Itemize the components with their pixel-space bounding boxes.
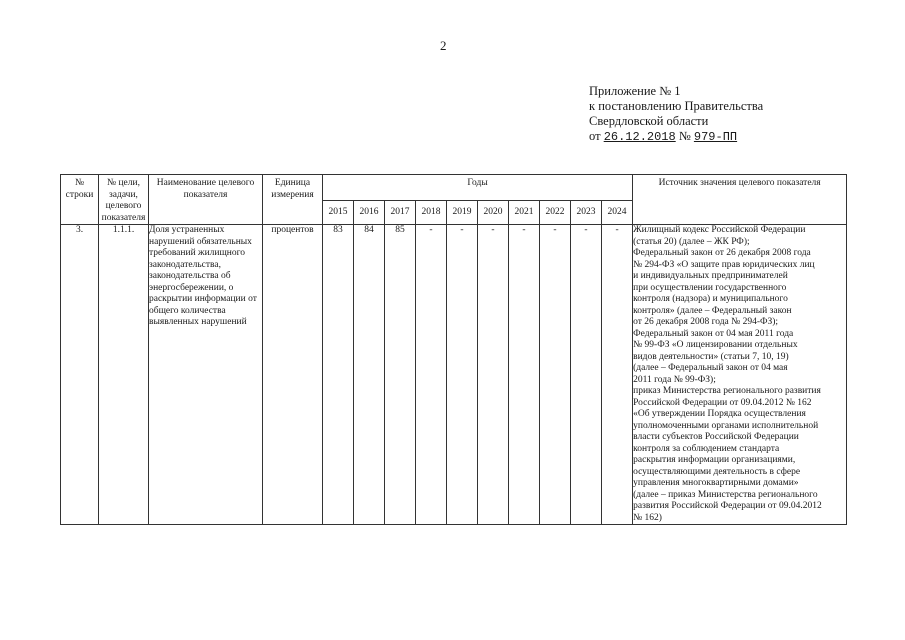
- header-source: Источник значения целевого показателя: [633, 175, 847, 225]
- year-header: 2017: [385, 200, 416, 224]
- source-line: «Об утверждении Порядка осуществления: [633, 409, 806, 419]
- year-value-cell: -: [478, 225, 509, 525]
- source-line: от 26 декабря 2008 года № 294-ФЗ);: [633, 317, 779, 327]
- source-line: осуществляющими деятельность в сфере: [633, 466, 801, 477]
- appendix-region: Свердловской области: [589, 114, 709, 128]
- page-number: 2: [440, 38, 447, 53]
- year-header: 2016: [354, 200, 385, 224]
- appendix-header: [589, 84, 763, 145]
- year-header: 2023: [571, 200, 602, 224]
- source-cell: [633, 225, 847, 525]
- resolution-date: 26.12.2018: [603, 130, 676, 144]
- source-line: № 294-ФЗ «О защите прав юридических лиц: [633, 259, 815, 270]
- source-line: при осуществлении государственного: [633, 282, 787, 293]
- row-number-cell: 3.: [61, 225, 99, 525]
- number-sign: №: [678, 129, 691, 143]
- header-goal-number: № цели, задачи, целевого показателя: [99, 175, 149, 225]
- table-row: [61, 225, 847, 525]
- source-line: Федеральный закон от 26 декабря 2008 года: [633, 248, 811, 258]
- source-line: уполномоченными органами исполнительной: [633, 420, 819, 431]
- source-line: Жилищный кодекс Российской Федерации: [633, 225, 806, 235]
- year-header: 2021: [509, 200, 540, 224]
- resolution-number: 979-ПП: [693, 130, 738, 144]
- source-line: управления многоквартирными домами»: [633, 478, 799, 488]
- year-value-cell: -: [416, 225, 447, 525]
- appendix-resolution: к постановлению Правительства: [589, 99, 764, 113]
- year-value-cell: -: [447, 225, 478, 525]
- source-line: приказ Министерства регионального развития: [633, 386, 821, 396]
- source-line: и индивидуальных предпринимателей: [633, 271, 788, 281]
- appendix-date-line: [589, 129, 763, 145]
- source-line: (далее – приказ Министерства регионального: [633, 489, 818, 500]
- year-value-cell: -: [602, 225, 633, 525]
- source-line: контроля за соблюдением стандарта: [633, 443, 780, 454]
- year-header: 2018: [416, 200, 447, 224]
- goal-number-cell: 1.1.1.: [99, 225, 149, 525]
- year-header: 2022: [540, 200, 571, 224]
- source-line: Федеральный закон от 04 мая 2011 года: [633, 328, 794, 339]
- source-line: (статья 20) (далее – ЖК РФ);: [633, 236, 750, 247]
- appendix-title: Приложение № 1: [589, 84, 681, 98]
- year-header: 2020: [478, 200, 509, 224]
- year-value-cell: 84: [354, 225, 385, 525]
- date-prefix: от: [589, 129, 601, 143]
- source-line: (далее – Федеральный закон от 04 мая: [633, 363, 788, 373]
- year-header: 2019: [447, 200, 478, 224]
- indicator-name-cell: Доля устраненных нарушений обязательных требований жилищного законодательства, законодательства об энергосбережении, о раскрытии информации от общего количества выявленных нарушений: [149, 225, 263, 525]
- source-line: № 162): [633, 512, 662, 523]
- year-value-cell: -: [540, 225, 571, 525]
- year-value-cell: 85: [385, 225, 416, 525]
- unit-cell: процентов: [263, 225, 323, 525]
- year-header: 2015: [323, 200, 354, 224]
- source-line: раскрытия информации организациями,: [633, 455, 796, 465]
- source-line: видов деятельности» (статьи 7, 10, 19): [633, 351, 789, 362]
- source-line: власти субъектов Российской Федерации: [633, 432, 799, 442]
- source-line: контроля (надзора) и муниципального: [633, 294, 788, 304]
- header-years: Годы: [323, 175, 633, 201]
- source-line: развития Российской Федерации от 09.04.2012: [633, 501, 822, 511]
- year-value-cell: -: [509, 225, 540, 525]
- source-line: Российской Федерации от 09.04.2012 № 162: [633, 397, 812, 408]
- year-value-cell: 83: [323, 225, 354, 525]
- indicators-table: [60, 174, 847, 525]
- header-indicator-name: Наименование целевого показателя: [149, 175, 263, 225]
- header-row-number: № строки: [61, 175, 99, 225]
- header-unit: Единица измерения: [263, 175, 323, 225]
- year-header: 2024: [602, 200, 633, 224]
- year-value-cell: -: [571, 225, 602, 525]
- source-line: контроля» (далее – Федеральный закон: [633, 305, 792, 316]
- source-line: 2011 года № 99-ФЗ);: [633, 374, 716, 385]
- source-line: № 99-ФЗ «О лицензировании отдельных: [633, 340, 798, 350]
